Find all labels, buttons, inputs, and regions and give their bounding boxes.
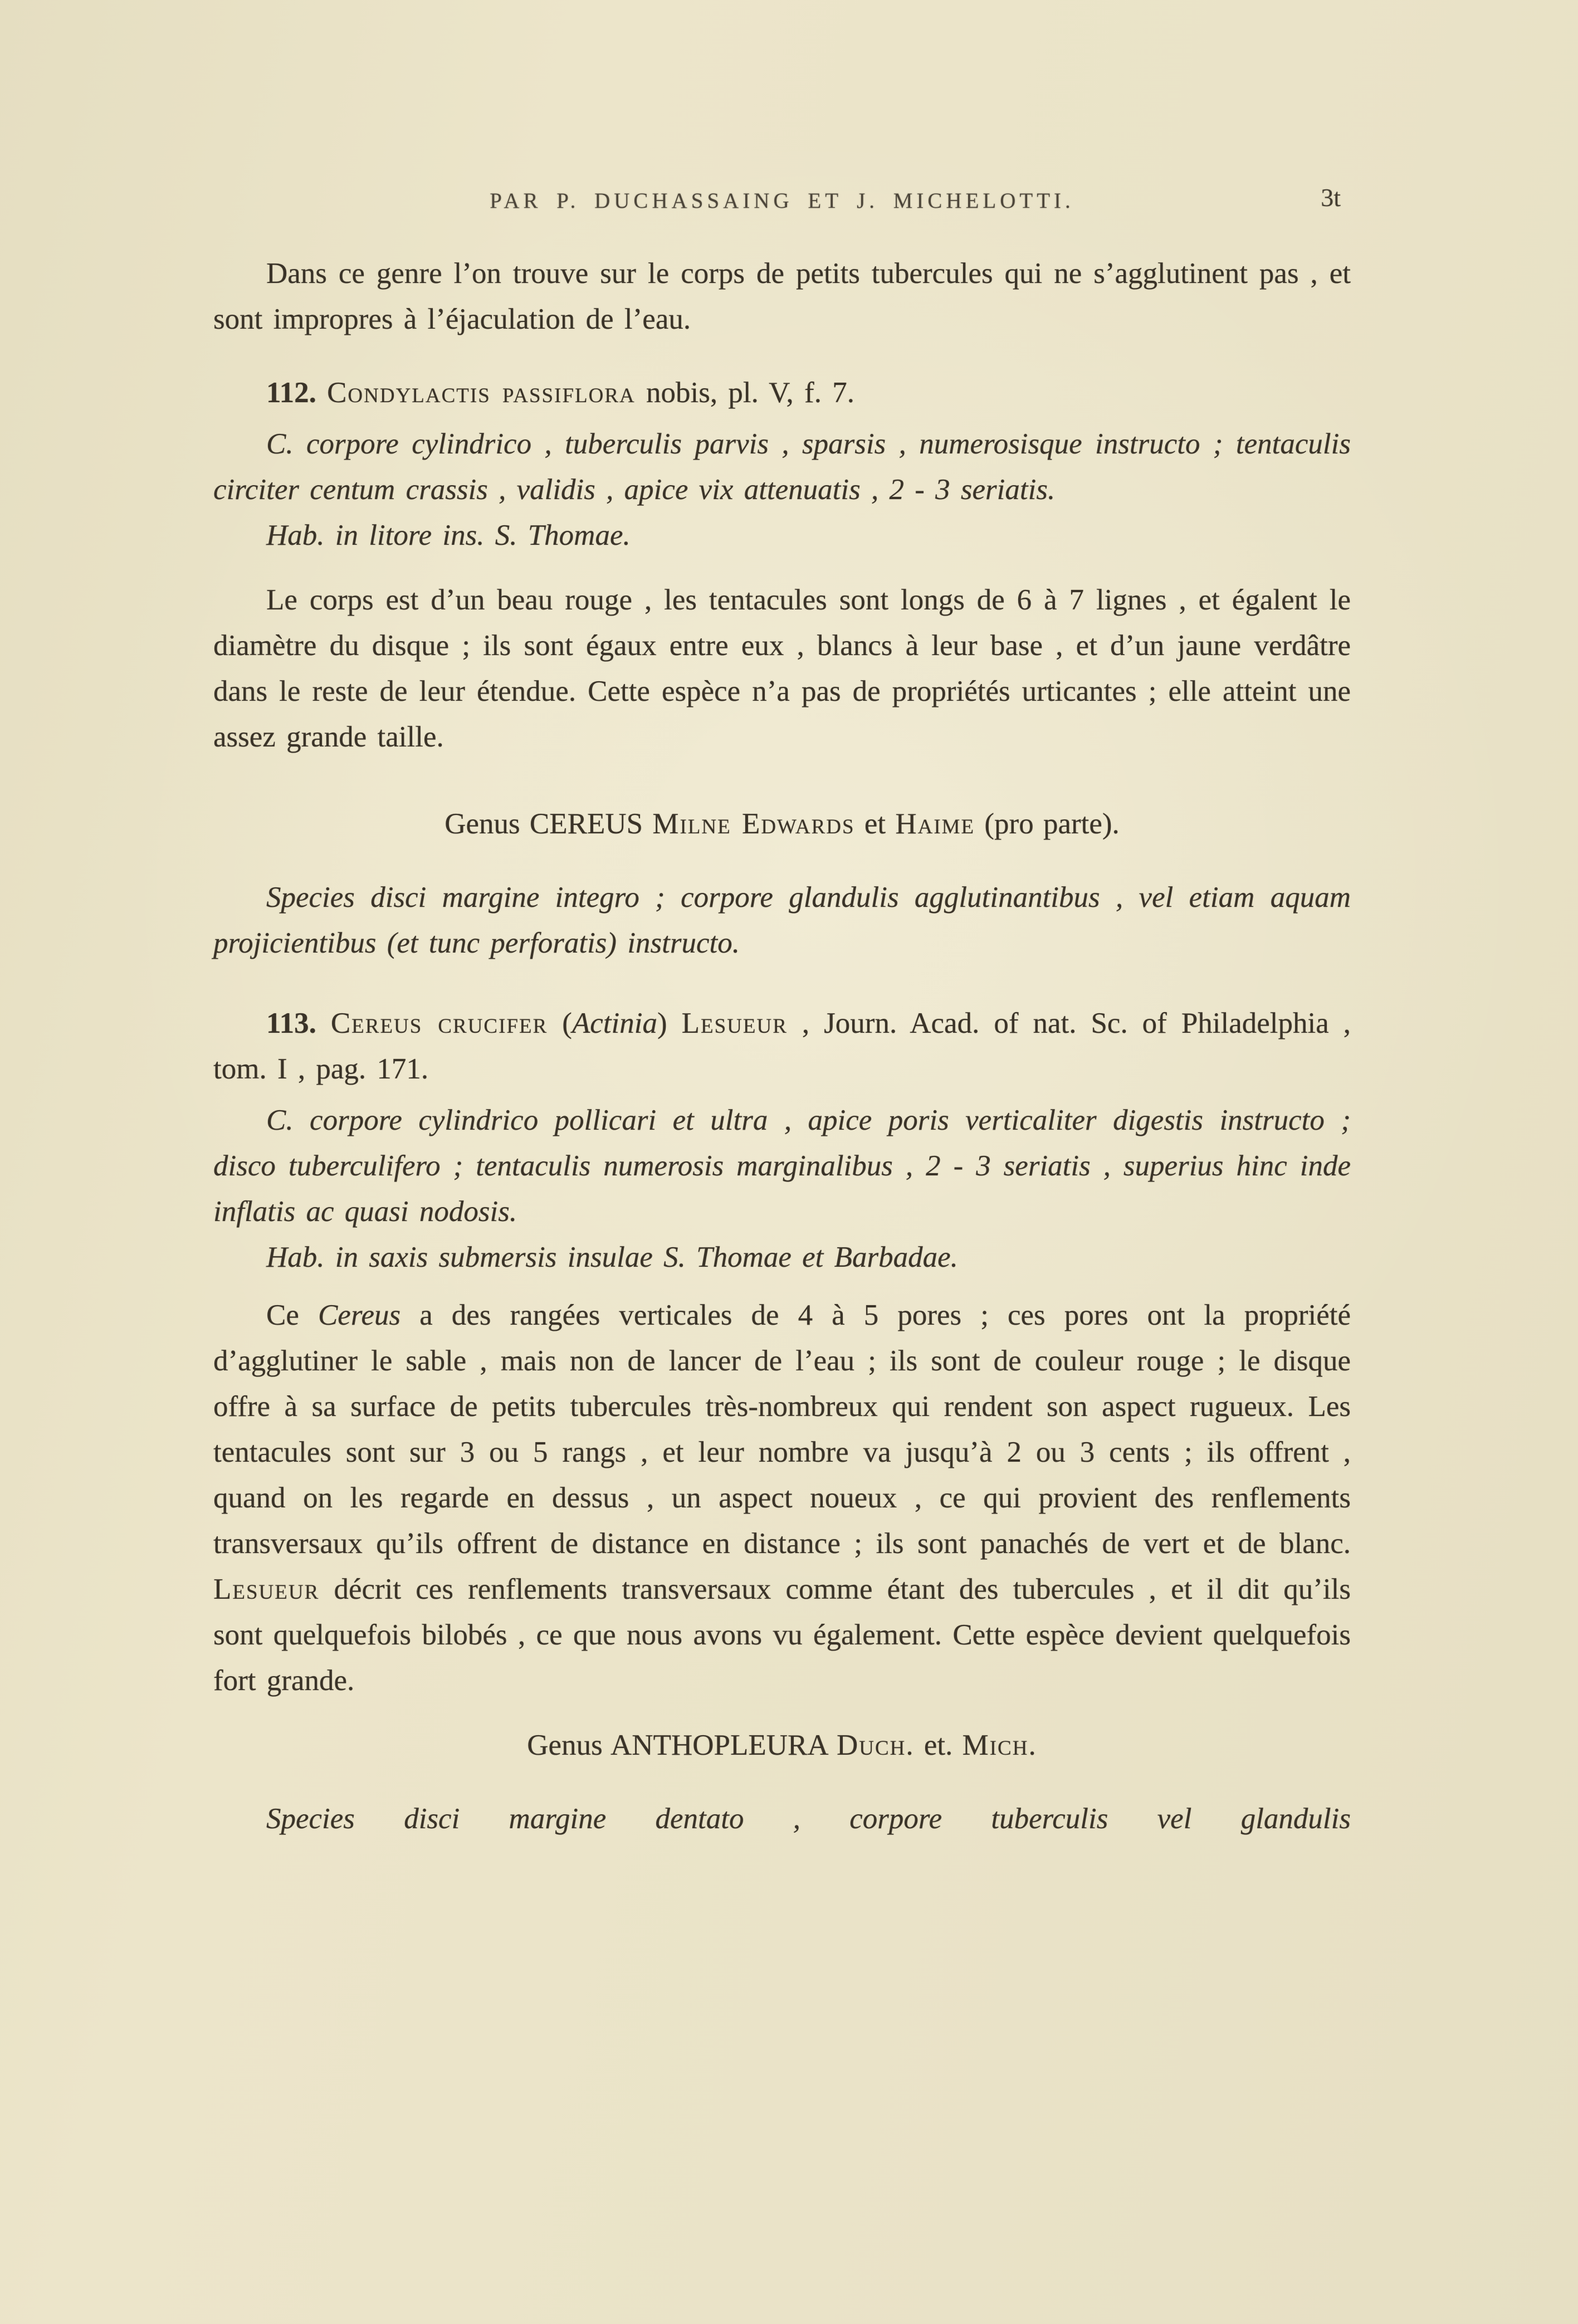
heading-tail: nobis, pl. V, f. 7. xyxy=(635,377,854,409)
habitat-line: Hab. in saxis submersis insulae S. Thomae et Barbadae. xyxy=(266,1241,958,1273)
species-number: 112. xyxy=(266,377,328,409)
genus-cereus-heading xyxy=(213,801,1351,847)
synonym-genus: Actinia xyxy=(571,1007,658,1039)
genus-cereus-note xyxy=(213,875,1351,966)
species-113-habitat xyxy=(213,1234,1351,1280)
species-113-description xyxy=(213,1292,1351,1703)
text-segment: décrit ces renflements transversaux comme étant des tubercules , et il dit qu’ils sont quelquefois bilobés , ce que nous avons vu également. Cette espèce devient quelquefois fort grande. xyxy=(213,1573,1351,1697)
running-title: PAR P. DUCHASSAING ET J. MICHELOTTI. xyxy=(490,189,1074,213)
text-segment: et xyxy=(854,808,896,840)
author-name: Duch. xyxy=(836,1729,915,1761)
species-113-heading xyxy=(213,1000,1351,1092)
page-number: 3t xyxy=(1321,183,1341,212)
latin-diagnosis: C. corpore cylindrico pollicari et ultra , apice poris verticaliter digestis instructo ; disco tuberculifero ; tentaculis numerosis marginalibus , 2 - 3 seriatis , superius hinc inde inflatis ac quasi nodosis. xyxy=(213,1104,1351,1228)
page-header xyxy=(213,183,1351,224)
text-segment: Le corps est d’un beau rouge , les tentacules sont longs de 6 à 7 lignes , et égalent le diamètre du disque ; ils sont égaux entre eux , blancs à leur base , et d’un jaune verdâtre dans le reste de leur étendue. Cette espèce n’a pas de propriétés urticantes ; elle atteint une assez grande taille. xyxy=(213,584,1351,753)
author-name: Lesueur xyxy=(681,1007,788,1039)
genus-anthopleura-heading xyxy=(213,1722,1351,1768)
intro-paragraph xyxy=(213,251,1351,342)
habitat-line: Hab. in litore ins. S. Thomae. xyxy=(266,519,631,551)
species-name: Condylactis passiflora xyxy=(327,377,636,409)
latin-note: Species disci margine dentato , corpore tuberculis vel glandulis xyxy=(266,1803,1351,1835)
text-segment: ( xyxy=(548,1007,572,1039)
genus-title: Genus ANTHOPLEURA xyxy=(527,1729,837,1761)
text-block xyxy=(213,183,1351,1842)
latin-note: Species disci margine integro ; corpore glandulis agglutinantibus , vel etiam aquam projicientibus (et tunc perforatis) instructo. xyxy=(213,881,1351,959)
text-segment: ) xyxy=(657,1007,682,1039)
genus-title: Genus CEREUS xyxy=(444,808,653,840)
citation-text: , Journ. Acad. of nat. Sc. of Philadelphia , tom. I , pag. 171. xyxy=(213,1007,1351,1085)
author-name: Mich. xyxy=(962,1729,1037,1761)
species-112-diagnosis xyxy=(213,421,1351,512)
author-name: Haime xyxy=(895,808,975,840)
genus-anthopleura-note xyxy=(213,1796,1351,1842)
species-112-description xyxy=(213,577,1351,760)
genus-mention: Cereus xyxy=(317,1299,401,1331)
text-segment: Dans ce genre l’on trouve sur le corps de petits tubercules qui ne s’agglutinent pas , et sont impropres à l’éjaculation de l’eau. xyxy=(213,257,1351,335)
latin-diagnosis: C. corpore cylindrico , tuberculis parvis , sparsis , numerosisque instructo ; tentaculis circiter centum crassis , validis , apice vix attenuatis , 2 - 3 seriatis. xyxy=(213,428,1351,506)
text-segment: Ce xyxy=(266,1299,318,1331)
species-112-habitat xyxy=(213,512,1351,558)
species-113-diagnosis xyxy=(213,1097,1351,1234)
text-segment: (pro parte). xyxy=(975,808,1120,840)
species-112-heading xyxy=(213,370,1351,416)
author-name: Milne Edwards xyxy=(652,808,855,840)
author-name: Lesueur xyxy=(213,1573,320,1605)
species-number: 113. xyxy=(266,1007,331,1039)
text-segment: a des rangées verticales de 4 à 5 pores ; ces pores ont la propriété d’agglutiner le sable , mais non de lancer de l’eau ; ils sont de couleur rouge ; le disque offre à sa surface de petits tubercules très-nombreux qui rendent son aspect rugueux. Les tentacules sont sur 3 ou 5 rangs , et leur nombre va jusqu’à 2 ou 3 cents ; ils offrent , quand on les regarde en dessus , un aspect noueux , ce qui provient des renflements transversaux qu’ils offrent de distance en distance ; ils sont panachés de vert et de blanc. xyxy=(213,1299,1351,1560)
text-segment: et. xyxy=(914,1729,963,1761)
species-name: Cereus crucifer xyxy=(330,1007,548,1039)
